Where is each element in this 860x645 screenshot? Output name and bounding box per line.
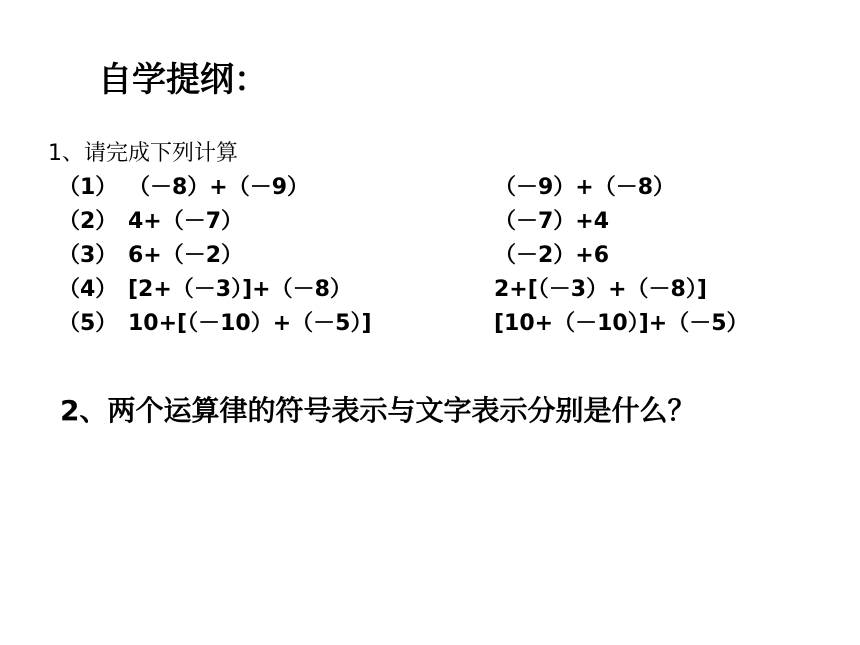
right-expression: （－9）+（－8）: [494, 175, 676, 200]
row-label: （2）: [58, 209, 118, 234]
right-expression: 2+[（－3）+（－8）]: [494, 277, 707, 302]
left-expression: （－8）+（－9）: [128, 175, 310, 200]
row-label: （4）: [58, 277, 118, 302]
left-expression: 4+（－7）: [128, 209, 244, 234]
right-expression: （－7）+4: [494, 209, 610, 234]
left-expression: 10+[（－10）+（－5）]: [128, 311, 372, 336]
left-expression: [2+（－3）]+（－8）: [128, 277, 352, 302]
row-label: （1）: [58, 175, 118, 200]
row-label: （3）: [58, 243, 118, 268]
question-2-text: 2、两个运算律的符号表示与文字表示分别是什么？: [60, 394, 696, 427]
row-label: （5）: [58, 311, 118, 336]
right-expression: （－2）+6: [494, 243, 610, 268]
page-title: 自学提纲：: [98, 60, 268, 100]
left-expression: 6+（－2）: [128, 243, 244, 268]
right-expression: [10+（－10）]+（－5）: [494, 311, 749, 336]
question-1-prompt: 1、请完成下列计算: [48, 141, 238, 166]
